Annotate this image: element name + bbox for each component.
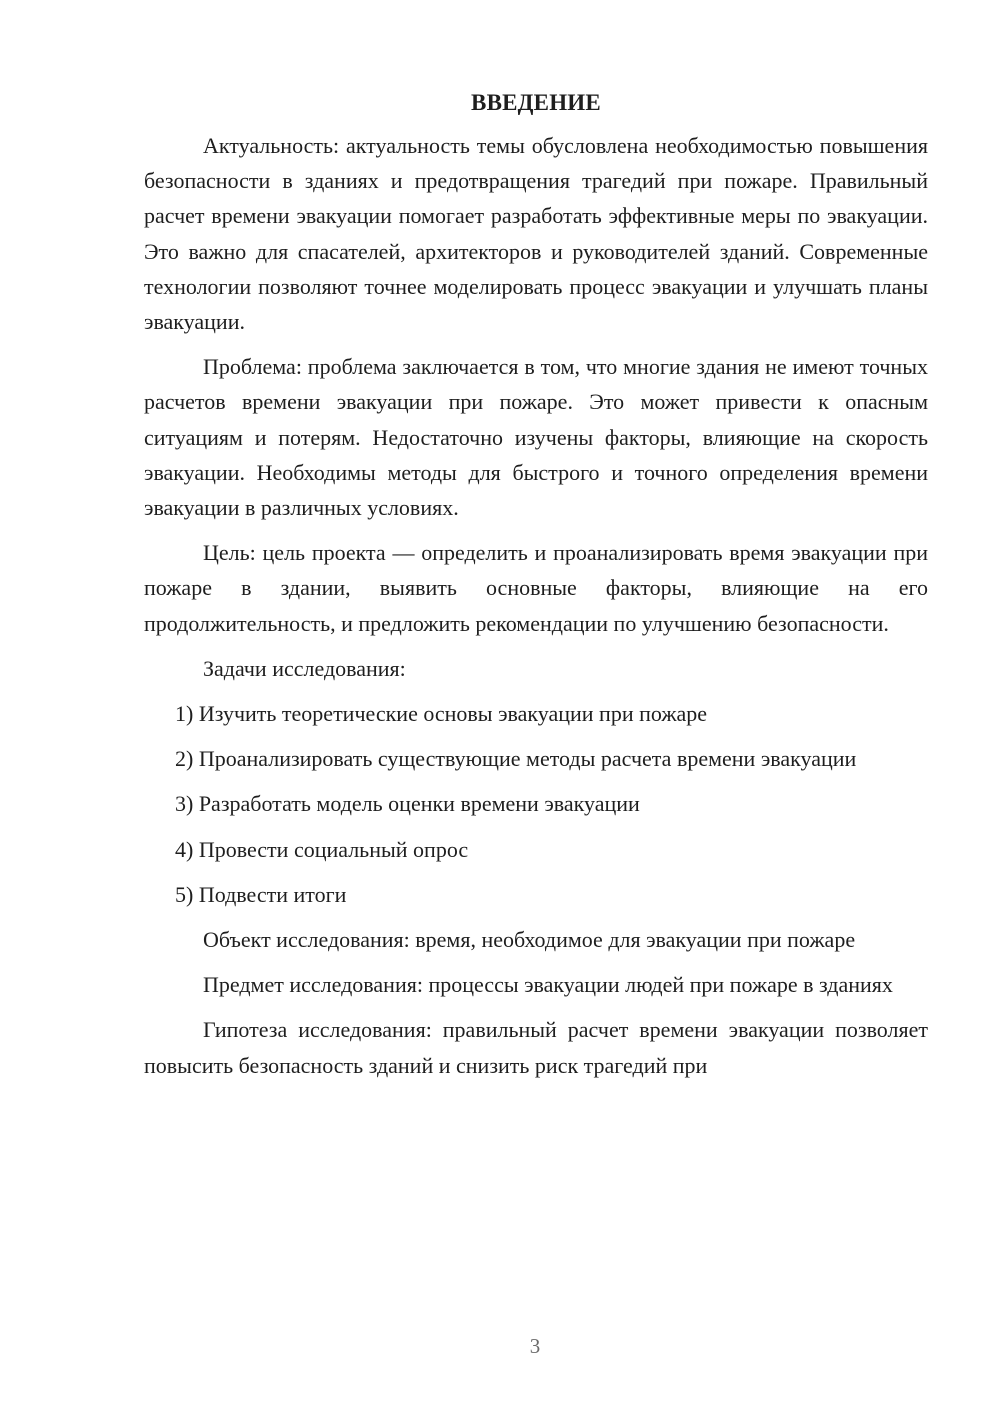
task-item-4: 4) Провести социальный опрос [175,836,469,862]
research-object-paragraph: Объект исследования: время, необходимое для эвакуации при пожаре [203,927,856,953]
problem-paragraph: Проблема: проблема заключается в том, что многие здания не имеют точных расчетов времени эвакуации при пожаре. Это может привести к опасным ситуациям и потерям. Недостаточно изучены факторы, влияющие на скорость эвакуации. Необходимы методы для быстрого и точного определения времени эвакуации в различных условиях. [144,354,928,521]
task-item-2: 2) Проанализировать существующие методы расчета времени эвакуации [175,746,857,772]
goal-paragraph: Цель: цель проекта — определить и проанализировать время эвакуации при пожаре в здании, выявить основные факторы, влияющие на его продолжительность, и предложить рекомендации по улучшению безопасности. [144,540,928,636]
research-subject-paragraph: Предмет исследования: процессы эвакуации людей при пожаре в зданиях [203,972,893,998]
hypothesis-paragraph: Гипотеза исследования: правильный расчет времени эвакуации позволяет повысить безопасность зданий и снизить риск трагедий при [144,1017,928,1078]
tasks-title: Задачи исследования: [203,655,406,681]
task-item-1: 1) Изучить теоретические основы эвакуации при пожаре [175,701,708,727]
document-page [144,88,928,1093]
task-item-3: 3) Разработать модель оценки времени эвакуации [175,791,640,817]
page-number: 3 [529,1334,541,1358]
section-heading: ВВЕДЕНИЕ [471,90,601,115]
relevance-paragraph: Актуальность: актуальность темы обусловлена необходимостью повышения безопасности в зданиях и предотвращения трагедий при пожаре. Правильный расчет времени эвакуации помогает разработать эффективные меры по эвакуации. Это важно для спасателей, архитекторов и руководителей зданий. Современные технологии позволяют точнее моделировать процесс эвакуации и улучшать планы эвакуации. [144,133,928,335]
task-item-5: 5) Подвести итоги [175,881,347,907]
